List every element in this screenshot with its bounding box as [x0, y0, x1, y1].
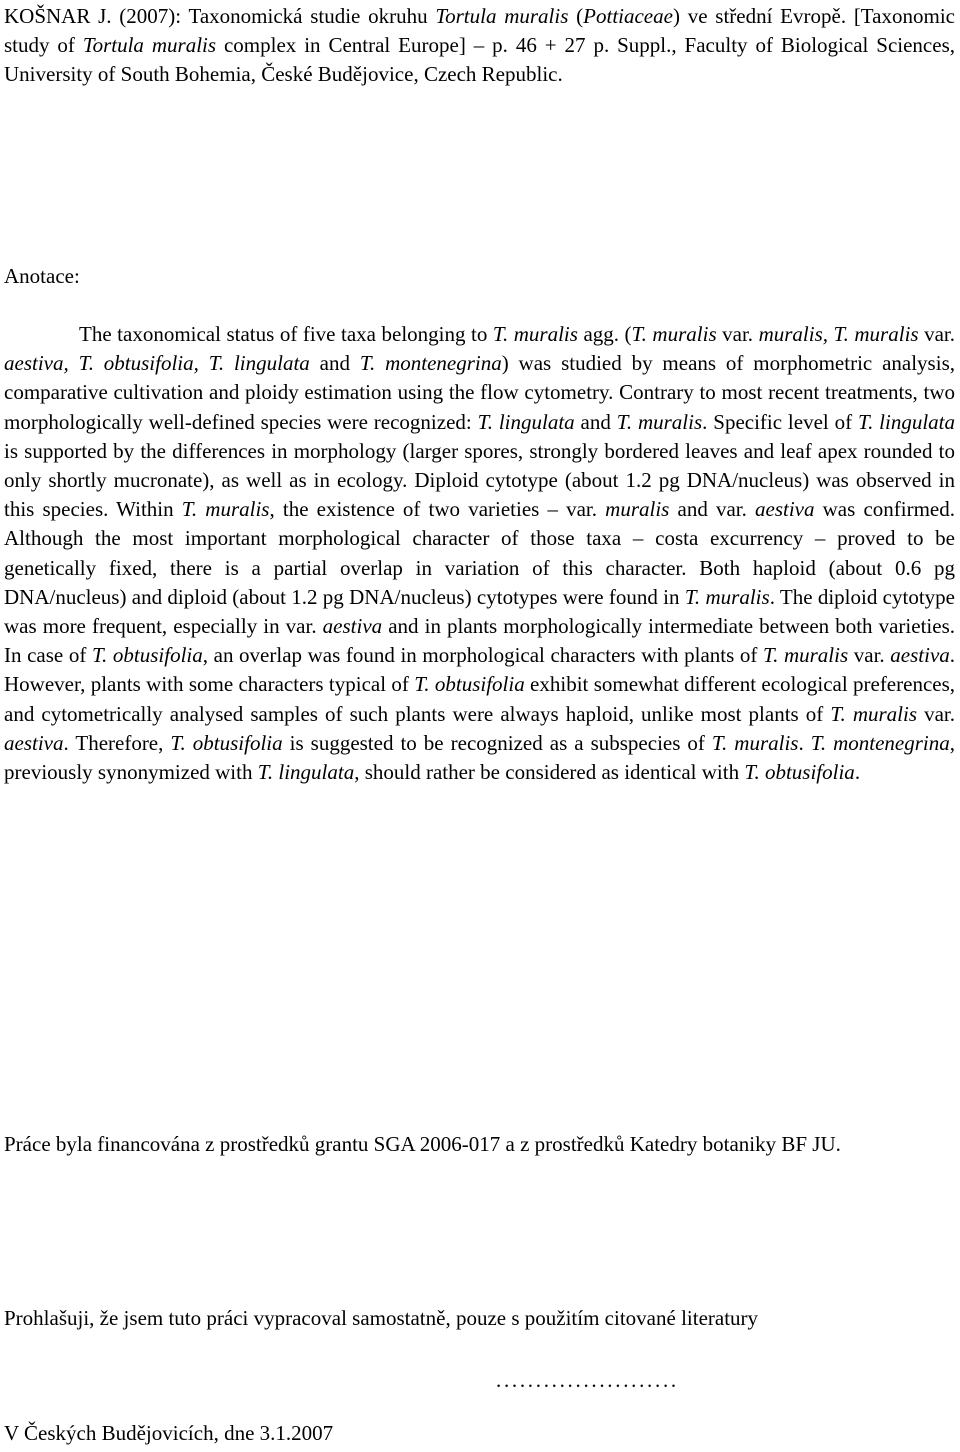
taxon-name: aestiva: [890, 643, 950, 668]
abstract-text: , should rather be considered as identical with: [354, 760, 745, 785]
abstract-text: is supported by the differences in morphology (larger spores, strongly bordered leaves and leaf apex rounded to only shortly mucronate), as well as in ecology. Diploid cytotype (about 1.2 pg DNA/nucleus) was observed in this species. Within: [4, 438, 955, 522]
abstract-text: and var.: [669, 497, 756, 522]
taxon-name: T. lingulata: [857, 409, 956, 434]
abstract-text: , previously synonymized with: [4, 730, 956, 785]
taxon-name: Tortula muralis: [435, 4, 569, 28]
abstract-text: var.: [918, 322, 955, 346]
taxon-name: T. muralis: [763, 643, 849, 668]
abstract-text: is suggested to be recognized as a subspecies of: [282, 730, 712, 755]
taxon-name: T. obtusifolia: [744, 760, 855, 785]
taxon-name: T. obtusifolia: [414, 672, 525, 697]
taxon-name: T. obtusifolia: [91, 643, 203, 668]
abstract-text: exhibit somewhat different ecological preferences, and cytometrically analysed samples of such plants were always haploid, unlike most plants of: [4, 672, 956, 726]
taxon-name: T. muralis: [616, 409, 703, 434]
taxon-name: aestiva, T. obtusifolia, T. lingulata: [4, 351, 310, 376]
author-declaration: Prohlašuji, že jsem tuto práci vypracoval samostatně, pouze s použitím citované literatury: [4, 1306, 759, 1330]
abstract-text: and in plants morphologically intermediate between both varieties. In case of: [4, 614, 955, 668]
taxon-name: muralis: [605, 497, 670, 522]
abstract-text: was confirmed. Although the most important morphological character of those taxa – costa excurrency – proved to be genetically fixed, there is a partial overlap in variation of this character. Both haploid (about 0.6 pg DNA/nucleus) and diploid (about 1.2 pg DNA/nucleus) cytotypes were found in: [4, 497, 955, 609]
bibliographic-citation: [4, 2, 955, 90]
abstract-text: . However, plants with some characters typical of: [4, 643, 956, 697]
abstract-text: . Therefore,: [63, 730, 171, 755]
taxon-name: T. muralis: [631, 322, 717, 346]
taxon-name: T. muralis: [711, 730, 799, 755]
abstract-paragraph: [4, 320, 955, 787]
taxon-name: aestiva: [322, 614, 383, 639]
taxon-name: T. muralis: [830, 701, 918, 726]
abstract-text: var.: [716, 322, 759, 346]
taxon-name: T. montenegrina: [810, 730, 950, 755]
taxon-name: T. montenegrina: [359, 351, 502, 376]
abstract-text: and: [574, 409, 617, 434]
family-name: Pottiaceae: [583, 4, 673, 28]
taxon-name: Tortula muralis: [82, 33, 217, 58]
taxon-name: T. obtusifolia: [170, 730, 283, 755]
abstract-text: , an overlap was found in morphological characters with plants of: [202, 643, 763, 668]
funding-statement: Práce byla financována z prostředků grantu SGA 2006-017 a z prostředků Katedry botaniky BF JU.: [4, 1132, 841, 1156]
abstract-text: , the existence of two varieties – var.: [269, 497, 606, 522]
abstract-text: agg. (: [577, 322, 632, 346]
abstract-text: .: [854, 760, 861, 785]
taxon-name: muralis, T. muralis: [758, 322, 919, 346]
abstract-text: . Specific level of: [702, 409, 858, 434]
abstract-text: .: [798, 730, 811, 755]
taxon-name: T. lingulata: [257, 760, 355, 785]
citation-text: ) ve střední Evropě. [Taxonomic study of: [4, 4, 955, 58]
taxon-name: T. lingulata: [477, 409, 575, 434]
taxon-name: T. muralis: [181, 497, 270, 522]
citation-text: complex in Central Europe] – p. 46 + 27 p. Suppl., Faculty of Biological Sciences, University of South Bohemia, České Budějovice, Czech Republic.: [4, 33, 955, 87]
citation-text: KOŠNAR J. (2007): Taxonomická studie okruhu: [4, 4, 436, 28]
place-and-date: V Českých Budějovicích, dne 3.1.2007: [4, 1421, 334, 1445]
taxon-name: T. muralis: [492, 322, 578, 346]
abstract-text: The taxonomical status of five taxa belonging to: [79, 322, 493, 346]
abstract-text: . The diploid cytotype was more frequent, especially in var.: [4, 584, 955, 639]
taxon-name: aestiva: [4, 730, 64, 755]
citation-text: (: [568, 4, 584, 28]
taxon-name: aestiva: [755, 497, 815, 522]
abstract-text: and: [309, 351, 360, 376]
annotation-heading: Anotace:: [4, 264, 80, 288]
abstract-text: ) was studied by means of morphometric analysis, comparative cultivation and ploidy estimation using the flow cytometry. Contrary to most recent treatments, two morphologically well-defined species were recognized:: [4, 351, 955, 434]
abstract-text: var.: [848, 643, 891, 668]
signature-dotted-line: .......................: [496, 1368, 679, 1392]
taxon-name: T. muralis: [684, 584, 770, 609]
abstract-text: var.: [917, 701, 956, 726]
